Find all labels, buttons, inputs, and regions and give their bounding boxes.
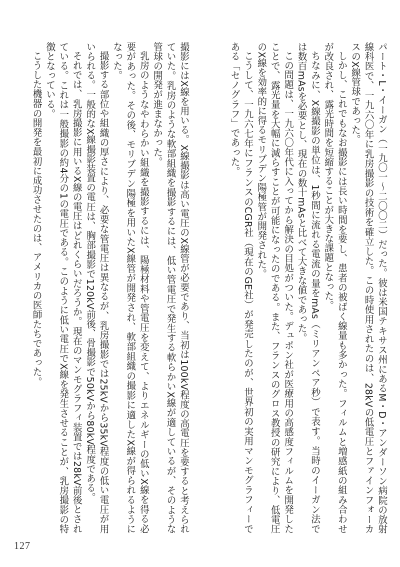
paragraph: ちなみに、X線撮影の単位は、1秒間に流れる電流の量をmAs（ミリアンペア秒）で表す。当時のイーガン法では数百mAsを必要とし、現在の数十mAsと比べて大きな値であった。 bbox=[295, 42, 320, 534]
paragraph: この問題は、一九六〇年代に入ってから解決の目処がついた。デュポン社が医療用の高感度フィルムを開発したことで、露光量を大幅に減らすことが可能になったのである。また、フランスのグロス教授の研究により、低電圧のX線を効率的に得るモリブデン陽極管が開発された。 bbox=[255, 42, 294, 534]
paragraph: しかし、これでもなお撮影には長い時間を要し、患者の被ばく線量も多かった。フィルムと増感紙の組み合わせが改良され、露光時間を短縮することが大きな課題となった。 bbox=[322, 42, 347, 534]
text-column-right bbox=[220, 42, 388, 534]
paragraph: こうして、一九六七年にフランスのCGR社（現在のGE社）が発売したのが、世界初の実用マンモグラフィーである「セノグラフ」であった。 bbox=[228, 42, 253, 534]
paragraph: 撮影にはX線を用いる。X線撮影は高い電圧のX線管が必要であり、当初は100kV程度の高電圧を要すると考えられていた。乳房のような軟部組織を撮影するには、低い管電圧で発生する軟らかいX線が適しているが、そのような管球の開発が進まなかった。 bbox=[151, 42, 189, 534]
page-number: 127 bbox=[14, 541, 31, 552]
paragraph: 撮影する部位や組織の厚さにより、必要な管電圧は異なるが、乳房撮影では25kVから35kV程度の低い電圧が用いられる。一般的なX線撮影装置の電圧は、胸部撮影で120kV前後、骨撮影で50kVから80kV程度である。 bbox=[84, 42, 109, 534]
paragraph: パート・L・イーガン（一九〇一〜二〇〇二）だった。彼は米国テキサス州にあるM・D・アンダーソン病院の放射線科医で、一九六〇年に乳房撮影の技術を確立した。この時使用されたのは、28kVの低電圧とファインフォーカスのX線管球であった。 bbox=[349, 42, 387, 534]
paragraph: それでは、乳房撮影に用いるX線の電圧はどれくらいだろうか。現在のマンモグラフィ装置では28kV前後とされている。これは一般撮影の約4分の1の電圧である。このように低い電圧でX線を発生させることが、乳房撮影の特徴となっている。 bbox=[43, 42, 82, 534]
paragraph: 乳房のようなやわらかい組織を撮影するには、陽極材料や管電圧を変えて、よりエネルギーの低いX線を得る必要があった。その後、モリブデン陽極を用いたX線管が開発され、軟部組織の撮影に適したX線が得られるようになった。 bbox=[110, 42, 149, 534]
paragraph: こうした機器の開発を最初に成功させたのは、アメリカの医師たちであった。 bbox=[30, 51, 42, 388]
text-column-left bbox=[22, 42, 190, 534]
